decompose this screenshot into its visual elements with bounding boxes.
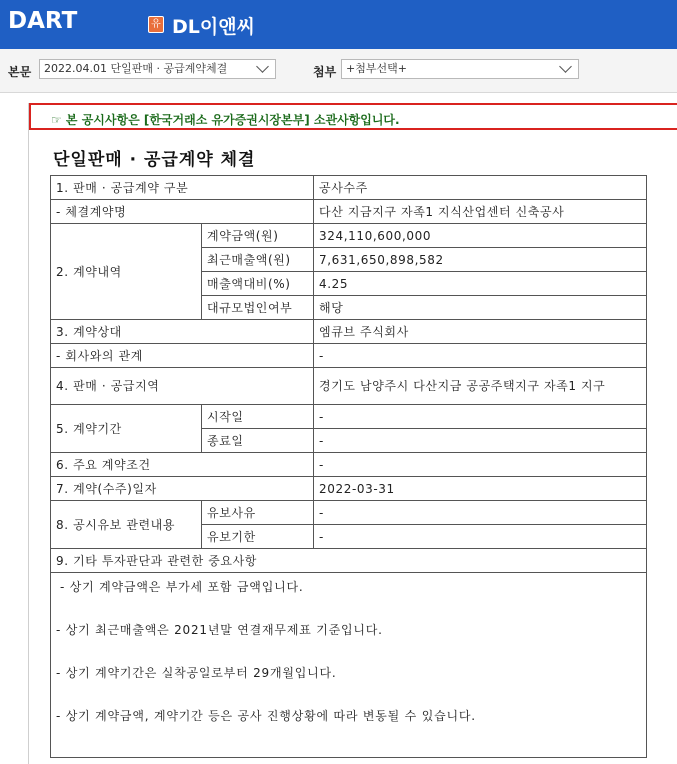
- table-cell: -: [314, 501, 647, 525]
- table-cell: 9. 기타 투자판단과 관련한 중요사항: [51, 549, 647, 573]
- main-doc-select[interactable]: [39, 59, 276, 79]
- main-doc-label: 본문: [8, 65, 32, 79]
- table-cell: 유보사유: [202, 501, 314, 525]
- table-cell: 해당: [314, 296, 647, 320]
- table-row: [51, 405, 647, 429]
- table-row: [51, 501, 647, 525]
- note-line: - 상기 계약금액, 계약기간 등은 공사 진행상황에 따라 변동될 수 있습니다.: [56, 709, 476, 723]
- document-body: [28, 103, 677, 764]
- table-cell: 엠큐브 주식회사: [314, 320, 647, 344]
- table-cell: 대규모법인여부: [202, 296, 314, 320]
- table-cell: - 체결계약명: [51, 200, 314, 224]
- table-row: [51, 320, 647, 344]
- table-row: [51, 549, 647, 573]
- attach-label: 첨부: [313, 65, 337, 79]
- table-cell: -: [314, 453, 647, 477]
- table-cell: - 회사와의 관계: [51, 344, 314, 368]
- notice-text: ☞ 본 공시사항은 [한국거래소 유가증권시장본부] 소관사항입니다.: [51, 113, 400, 127]
- table-cell: 다산 지금지구 자족1 지식산업센터 신축공사: [314, 200, 647, 224]
- table-row: [51, 477, 647, 501]
- table-row: [51, 368, 647, 405]
- table-row: [51, 453, 647, 477]
- chevron-down-icon: [559, 60, 572, 73]
- table-row: [51, 200, 647, 224]
- table-cell: 6. 주요 계약조건: [51, 453, 314, 477]
- table-row: [51, 224, 647, 248]
- note-line: - 상기 계약기간은 실착공일로부터 29개월입니다.: [56, 666, 337, 680]
- table-cell: 최근매출액(원): [202, 248, 314, 272]
- table-cell: 7,631,650,898,582: [314, 248, 647, 272]
- table-cell: 7. 계약(수주)일자: [51, 477, 314, 501]
- table-cell: 경기도 남양주시 다산지금 공공주택지구 자족1 지구: [314, 368, 647, 405]
- table-cell: -: [314, 429, 647, 453]
- table-cell: 5. 계약기간: [51, 405, 202, 453]
- attach-select-value: +첨부선택+: [346, 62, 407, 75]
- table-cell: 공사수주: [314, 176, 647, 200]
- table-cell: 매출액대비(%): [202, 272, 314, 296]
- chevron-down-icon: [256, 60, 269, 73]
- table-cell: 3. 계약상대: [51, 320, 314, 344]
- table-cell: -: [314, 525, 647, 549]
- note-line: - 상기 최근매출액은 2021년말 연결재무제표 기준입니다.: [56, 623, 383, 637]
- table-cell: 계약금액(원): [202, 224, 314, 248]
- logo-text: DART: [8, 8, 78, 34]
- note-line: - 상기 계약금액은 부가세 포함 금액입니다.: [60, 580, 304, 594]
- page-title: 단일판매 · 공급계약 체결: [53, 150, 256, 170]
- table-cell: 4.25: [314, 272, 647, 296]
- notes-cell: [51, 573, 647, 758]
- table-cell: 2022-03-31: [314, 477, 647, 501]
- table-cell: -: [314, 405, 647, 429]
- attach-select[interactable]: [341, 59, 579, 79]
- table-cell: -: [314, 344, 647, 368]
- table-row: [51, 344, 647, 368]
- table-cell: 2. 계약내역: [51, 224, 202, 320]
- table-cell: 324,110,600,000: [314, 224, 647, 248]
- table-row: [51, 573, 647, 758]
- table-cell: 4. 판매 · 공급지역: [51, 368, 314, 405]
- company-name: DL이앤씨: [172, 16, 255, 38]
- top-header: [0, 0, 677, 49]
- disclosure-table: [50, 175, 647, 758]
- table-cell: 1. 판매 · 공급계약 구분: [51, 176, 314, 200]
- table-cell: 8. 공시유보 관련내용: [51, 501, 202, 549]
- notice-banner: [29, 103, 677, 130]
- table-cell: 유보기한: [202, 525, 314, 549]
- company-badge: 유: [148, 16, 164, 33]
- dart-logo[interactable]: [8, 8, 77, 34]
- toolbar: [0, 49, 677, 93]
- table-row: [51, 176, 647, 200]
- table-cell: 시작일: [202, 405, 314, 429]
- table-cell: 종료일: [202, 429, 314, 453]
- main-doc-select-value: 2022.04.01 단일판매 · 공급계약체결: [44, 62, 228, 75]
